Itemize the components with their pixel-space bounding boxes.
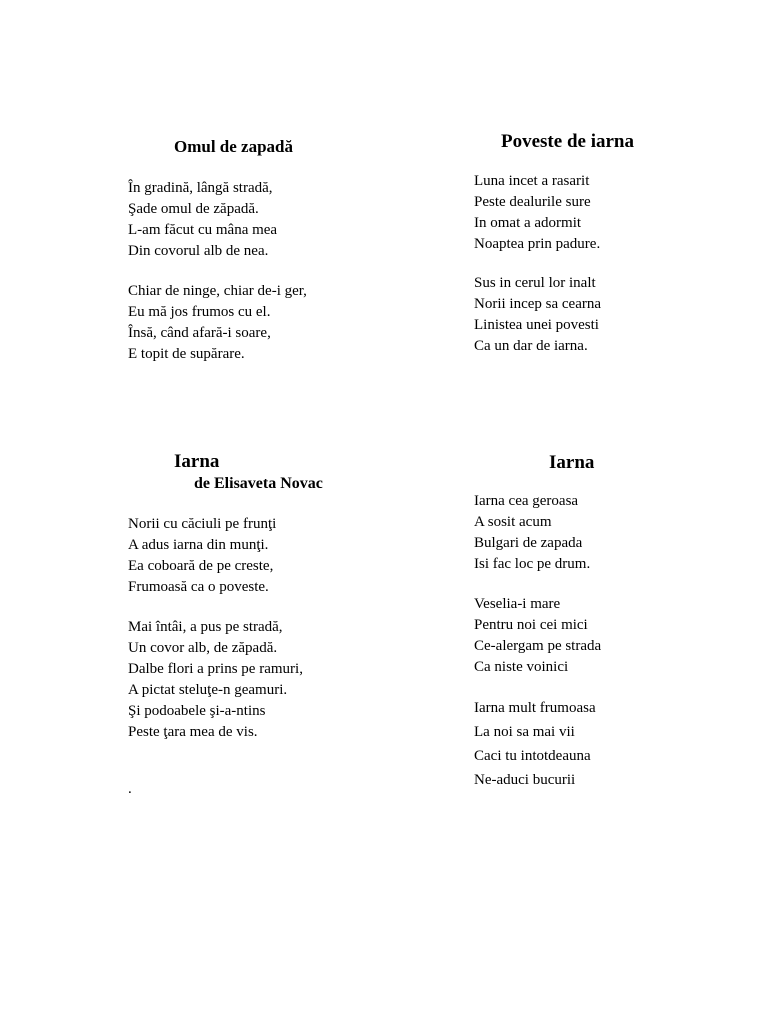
poem-iarna [474, 451, 601, 792]
verse-line: Un covor alb, de zăpadă. [128, 640, 278, 656]
verse-line: Iarna cea geroasa [474, 493, 579, 509]
verse-line: Şade omul de zăpadă. [128, 201, 259, 217]
poem-iarna-novac [128, 450, 323, 743]
poem-author: de Elisaveta Novac [194, 475, 323, 492]
verse-line: Dalbe flori a prins pe ramuri, [128, 661, 303, 677]
stanza [128, 514, 323, 598]
stray-period: . [128, 781, 132, 797]
poem-poveste-de-iarna [474, 129, 634, 357]
verse-line: Ca un dar de iarna. [474, 338, 588, 354]
stanza [128, 617, 323, 743]
verse-line: În gradină, lângă stradă, [128, 180, 273, 196]
verse-line: Chiar de ninge, chiar de-i ger, [128, 283, 307, 299]
stanza [128, 281, 307, 365]
verse-line: Frumoasă ca o poveste. [128, 579, 269, 595]
poem-title: Iarna [174, 451, 220, 472]
verse-line: Ne-aduci bucurii [474, 772, 576, 788]
stanza [474, 696, 601, 792]
verse-line: Luna incet a rasarit [474, 173, 590, 189]
verse-line: Ca niste voinici [474, 659, 569, 675]
verse-line: Linistea unei povesti [474, 317, 599, 333]
verse-line: Noaptea prin padure. [474, 236, 601, 252]
poem-title: Iarna [549, 452, 595, 473]
verse-line: Însă, când afară-i soare, [128, 325, 271, 341]
verse-line: Sus in cerul lor inalt [474, 275, 596, 291]
verse-line: Isi fac loc pe drum. [474, 556, 591, 572]
verse-line: A sosit acum [474, 514, 552, 530]
verse-line: Eu mă jos frumos cu el. [128, 304, 271, 320]
verse-line: Şi podoabele şi-a-ntins [128, 703, 266, 719]
verse-line: Din covorul alb de nea. [128, 243, 269, 259]
verse-line: Iarna mult frumoasa [474, 700, 596, 716]
verse-line: Peste ţara mea de vis. [128, 724, 258, 740]
verse-line: La noi sa mai vii [474, 724, 575, 740]
verse-line: Bulgari de zapada [474, 535, 583, 551]
verse-line: Caci tu intotdeauna [474, 748, 591, 764]
verse-line: A adus iarna din munţi. [128, 537, 269, 553]
verse-line: Peste dealurile sure [474, 194, 591, 210]
verse-line: L-am făcut cu mâna mea [128, 222, 278, 238]
verse-line: In omat a adormit [474, 215, 582, 231]
stanza [128, 178, 307, 262]
stanza [474, 171, 634, 255]
verse-line: Norii cu căciuli pe frunţi [128, 516, 277, 532]
poem-title: Omul de zapadă [174, 137, 294, 156]
verse-line: Ea coboară de pe creste, [128, 558, 274, 574]
verse-line: Norii incep sa cearna [474, 296, 602, 312]
verse-line: Ce-alergam pe strada [474, 638, 602, 654]
stanza [474, 273, 634, 357]
verse-line: Pentru noi cei mici [474, 617, 588, 633]
verse-line: E topit de supărare. [128, 346, 245, 362]
stanza [474, 594, 601, 678]
verse-line: A pictat steluţe-n geamuri. [128, 682, 288, 698]
verse-line: Mai întâi, a pus pe stradă, [128, 619, 283, 635]
verse-line: Veselia-i mare [474, 596, 561, 612]
poem-title: Poveste de iarna [501, 131, 634, 152]
poem-omul-de-zapada [128, 136, 307, 365]
stanza [474, 491, 601, 575]
